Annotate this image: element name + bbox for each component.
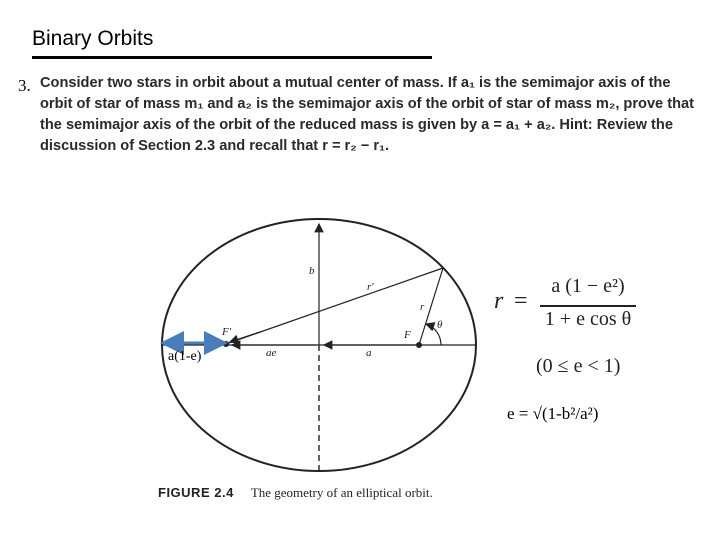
- equation-equals: =: [514, 288, 528, 314]
- equation-lhs: r: [494, 288, 504, 314]
- r-prime-arrow: [230, 332, 260, 342]
- label-r: r: [420, 301, 425, 313]
- eccentricity-range: (0 ≤ e < 1): [536, 355, 621, 377]
- caption-text: The geometry of an elliptical orbit.: [250, 485, 433, 500]
- focus-f-prime: [223, 341, 229, 347]
- slide-title: Binary Orbits: [32, 27, 154, 50]
- equation-denominator: 1 + e cos θ: [544, 308, 632, 330]
- eccentricity-formula: e = √(1-b²/a²): [507, 404, 599, 423]
- problem-line-2: orbit of star of mass m₁ and a₂ is the semimajor axis of the orbit of star of mass m₂, prove that: [40, 96, 694, 112]
- label-a: a: [366, 347, 372, 359]
- label-b: b: [309, 265, 315, 277]
- label-f: F: [404, 329, 411, 341]
- equation-numerator: a (1 − e²): [551, 275, 625, 297]
- label-ae: ae: [266, 347, 277, 359]
- figure-caption: [158, 485, 433, 501]
- problem-number: 3.: [18, 76, 31, 95]
- caption-label: FIGURE 2.4: [158, 485, 234, 500]
- equation-fraction-bar: [540, 305, 636, 307]
- label-theta: θ: [437, 319, 443, 331]
- problem-line-3: the semimajor axis of the orbit of the reduced mass is given by a = a₁ + a₂. Hint: Review the: [40, 117, 673, 133]
- label-r-prime: r′: [367, 281, 374, 293]
- label-f-prime: F′: [222, 326, 232, 338]
- problem-line-1: Consider two stars in orbit about a mutual center of mass. If a₁ is the semimajor axis of the: [40, 75, 671, 91]
- focus-f: [416, 342, 422, 348]
- a-one-minus-e-label: a(1-e): [168, 349, 202, 364]
- problem-line-4: discussion of Section 2.3 and recall that r = r₂ − r₁.: [40, 138, 390, 154]
- orbit-equation: [494, 275, 644, 335]
